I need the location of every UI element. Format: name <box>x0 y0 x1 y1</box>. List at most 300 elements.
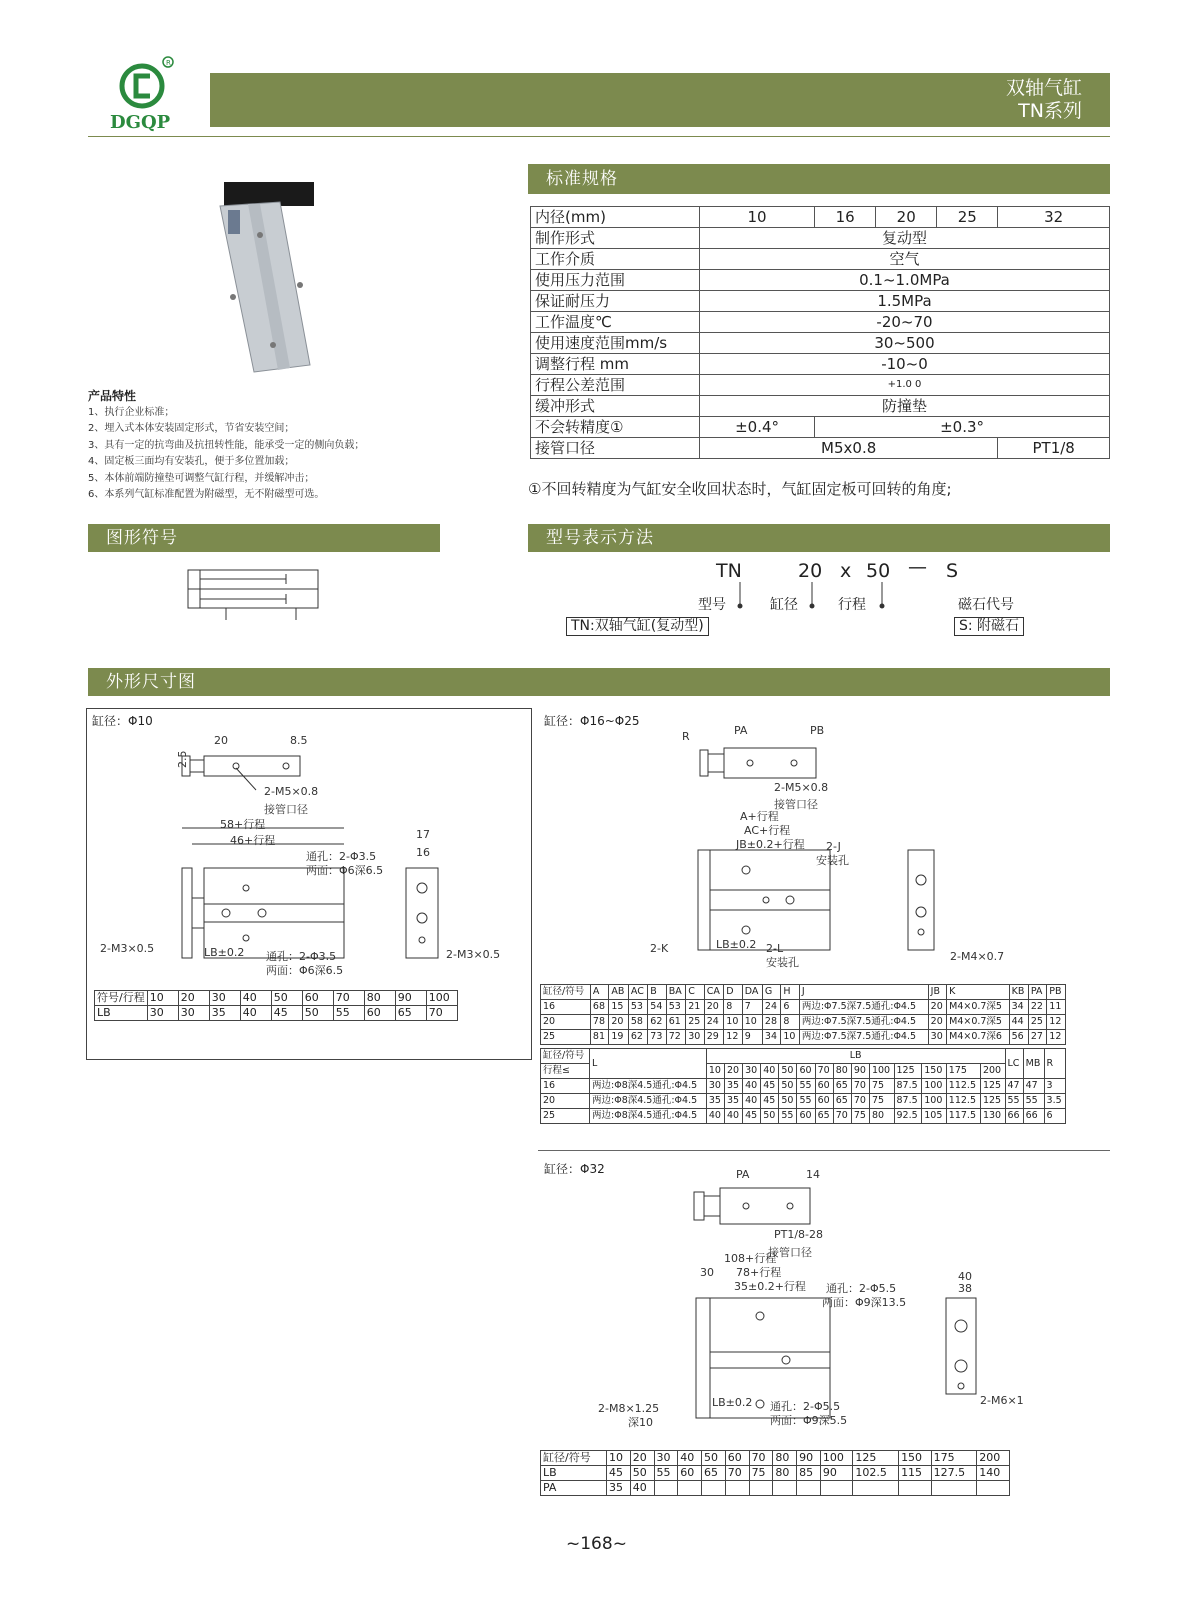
model-stroke: 50 <box>866 560 891 582</box>
spec-label: 内径(mm) <box>531 207 700 228</box>
cell: 50 <box>302 1006 333 1021</box>
spec-bore: 16 <box>815 207 876 228</box>
table-cell: 两边:Φ8深4.5通孔:Φ4.5 <box>590 1079 707 1094</box>
table-cell: 47 <box>1005 1079 1023 1094</box>
table-cell: 27 <box>1028 1030 1046 1045</box>
table-cell: 60 <box>678 1466 702 1481</box>
spec-label: 行程公差范围 <box>531 375 700 396</box>
lbl-anzhuang-b: 安装孔 <box>766 956 799 969</box>
cell: 100 <box>426 991 457 1006</box>
table-cell: 55 <box>1005 1094 1023 1109</box>
table-cell: 130 <box>980 1109 1005 1124</box>
table-cell: 44 <box>1009 1015 1028 1030</box>
table-cell: 70 <box>833 1109 851 1124</box>
lbl-m3: 2-M3×0.5 <box>100 942 155 955</box>
table-cell: 125 <box>980 1079 1005 1094</box>
table-cell: 12 <box>1047 1015 1066 1030</box>
table-cell: 75 <box>869 1094 894 1109</box>
table-cell: B <box>648 985 666 1000</box>
lbl-pa: PA <box>734 724 748 737</box>
lbl-2k: 2-K <box>650 942 669 955</box>
cell: 45 <box>271 1006 302 1021</box>
table-cell: 102.5 <box>853 1466 899 1481</box>
table-cell: 20 <box>541 1094 590 1109</box>
cell: 30 <box>178 1006 209 1021</box>
table-cell: 25 <box>686 1015 704 1030</box>
lbl-pt: PT1/8-28 <box>774 1228 824 1241</box>
table-cell: AC <box>628 985 647 1000</box>
spec-label: 调整行程 mm <box>531 354 700 375</box>
table-cell: 20 <box>928 1000 946 1015</box>
table-cell: 21 <box>686 1000 704 1015</box>
table-cell: 70 <box>851 1079 869 1094</box>
table-cell: 105 <box>922 1109 947 1124</box>
feature-item: 2、埋入式本体安装固定形式，节省安装空间； <box>88 423 295 434</box>
table-cell: 30 <box>706 1079 724 1094</box>
spec-bore: 32 <box>998 207 1110 228</box>
logo-text: DGQP <box>110 112 171 133</box>
spec-value: -10~0 <box>700 354 1110 375</box>
table-cell: 175 <box>946 1064 980 1079</box>
table-cell: 175 <box>931 1451 977 1466</box>
table-cell: 7 <box>742 1000 762 1015</box>
feature-item: 3、具有一定的抗弯曲及抗扭转性能，能承受一定的侧向负载； <box>88 439 365 451</box>
lbl-2j: 2-J <box>826 840 841 853</box>
lbl-tong32: 通孔：2-Φ5.5 <box>826 1282 897 1295</box>
table-cell: 20 <box>609 1015 628 1030</box>
table-cell: 72 <box>666 1030 685 1045</box>
table-cell: 45 <box>761 1079 779 1094</box>
table-cell: M4×0.7深6 <box>947 1030 1010 1045</box>
table-cell: 125 <box>853 1451 899 1466</box>
table-cell: PB <box>1047 985 1066 1000</box>
table-cell: 85 <box>797 1466 821 1481</box>
lbl-port-b: 接管口径 <box>774 798 818 811</box>
table-cell: 35 <box>724 1079 742 1094</box>
table-cell <box>820 1481 853 1496</box>
cell: L <box>590 1049 707 1079</box>
table-cell: 68 <box>590 1000 608 1015</box>
table-cell: 缸径/符号 <box>541 985 591 1000</box>
table-cell: BA <box>666 985 685 1000</box>
table-cell: 60 <box>797 1109 815 1124</box>
dim-8-5: 8.5 <box>290 734 308 747</box>
table-cell: G <box>762 985 780 1000</box>
spec-note: ①不回转精度为气缸安全收回状态时，气缸固定板可回转的角度; <box>528 480 952 498</box>
lbl-pa32: PA <box>736 1168 750 1181</box>
lbl-m8: 2-M8×1.25 <box>598 1402 660 1415</box>
table-cell: 73 <box>648 1030 666 1045</box>
lbl-30: 30 <box>700 1266 714 1279</box>
table-phi10 <box>94 990 458 1021</box>
cell: R <box>1044 1049 1065 1079</box>
table-cell: 60 <box>815 1094 833 1109</box>
lbl-m6: 2-M6×1 <box>980 1394 1024 1407</box>
table-cell: 55 <box>654 1466 678 1481</box>
table-cell: 20 <box>630 1451 654 1466</box>
table-cell: 62 <box>648 1015 666 1030</box>
dim-46: 46+行程 <box>230 834 276 847</box>
spec-bore: 20 <box>876 207 937 228</box>
lbl-port-m5: 2-M5×0.8 <box>264 785 319 798</box>
table-cell: 125 <box>980 1094 1005 1109</box>
cell: 10 <box>147 991 178 1006</box>
spec-value: 空气 <box>700 249 1110 270</box>
table-cell: 20 <box>928 1015 946 1030</box>
cell: LB <box>95 1006 148 1021</box>
table-cell: D <box>724 985 742 1000</box>
table-cell: 55 <box>779 1109 797 1124</box>
table-cell: 45 <box>761 1094 779 1109</box>
table-cell: 58 <box>628 1015 647 1030</box>
table-cell: 28 <box>762 1015 780 1030</box>
lbl-38: 38 <box>958 1282 972 1295</box>
cell: 20 <box>178 991 209 1006</box>
table-cell: 8 <box>724 1000 742 1015</box>
spec-label: 接管口径 <box>531 438 700 459</box>
lbl-shen10: 深10 <box>628 1416 653 1429</box>
table-cell: 65 <box>833 1079 851 1094</box>
table-cell <box>797 1481 821 1496</box>
table-cell: 60 <box>815 1079 833 1094</box>
model-s: S <box>946 560 959 582</box>
table-cell: 45 <box>743 1109 761 1124</box>
table-cell: 30 <box>654 1451 678 1466</box>
table-cell: 两边:Φ7.5深7.5通孔:Φ4.5 <box>799 1000 928 1015</box>
table-cell: PA <box>1028 985 1046 1000</box>
table-cell: 53 <box>628 1000 647 1015</box>
table-cell: 30 <box>743 1064 761 1079</box>
table-cell: 29 <box>704 1030 724 1045</box>
section-spec: 标准规格 <box>528 164 1110 194</box>
page-title <box>1006 77 1082 123</box>
table-cell: 81 <box>590 1030 608 1045</box>
table-cell: 47 <box>1023 1079 1044 1094</box>
table-cell: 30 <box>686 1030 704 1045</box>
dim-20: 20 <box>214 734 228 747</box>
table-phi32 <box>540 1450 1010 1496</box>
lbl-acplus: AC+行程 <box>744 824 791 837</box>
table-cell: 25 <box>541 1109 590 1124</box>
dim-58: 58+行程 <box>220 818 266 831</box>
header-divider <box>88 136 1110 137</box>
drawing-phi16 <box>540 720 1110 1000</box>
table-cell: 40 <box>678 1451 702 1466</box>
lbl-tong10: 通孔：2-Φ3.5 <box>306 850 377 863</box>
dim-16: 16 <box>416 846 430 859</box>
spec-value: -20~70 <box>700 312 1110 333</box>
cell: 缸径/符号 <box>541 1049 590 1064</box>
cell: 80 <box>364 991 395 1006</box>
caption-phi10: 缸径：Φ10 <box>92 714 153 728</box>
table-cell: CA <box>704 985 724 1000</box>
lbl-78: 78+行程 <box>736 1266 782 1279</box>
spec-label: 工作温度℃ <box>531 312 700 333</box>
table-cell: J <box>799 985 928 1000</box>
table-cell: 40 <box>724 1109 742 1124</box>
lbl-14: 14 <box>806 1168 820 1181</box>
table-cell: 10 <box>706 1064 724 1079</box>
cell: 90 <box>395 991 426 1006</box>
spec-label: 使用速度范围mm/s <box>531 333 700 354</box>
model-bore: 20 <box>798 560 823 582</box>
lbl-lb32: LB±0.2 <box>712 1396 753 1409</box>
cell: LC <box>1005 1049 1023 1079</box>
table-cell: 100 <box>922 1079 947 1094</box>
table-cell: 70 <box>851 1094 869 1109</box>
lbl-jb: JB±0.2+行程 <box>736 838 805 851</box>
table-cell: 8 <box>781 1015 799 1030</box>
table-cell: 100 <box>820 1451 853 1466</box>
spec-label: 使用压力范围 <box>531 270 700 291</box>
table-cell: 22 <box>1028 1000 1046 1015</box>
table-cell: 112.5 <box>946 1094 980 1109</box>
title-line-1: 双轴气缸 <box>1005 77 1082 99</box>
table-cell: 200 <box>977 1451 1010 1466</box>
table-cell: 40 <box>706 1109 724 1124</box>
label-bore: 缸径 <box>770 597 798 613</box>
table-cell: 50 <box>779 1094 797 1109</box>
lbl-lb02b: LB±0.2 <box>716 938 757 951</box>
spec-value: M5x0.8 <box>700 438 998 459</box>
cell: 30 <box>209 991 240 1006</box>
cell: 65 <box>395 1006 426 1021</box>
table-cell: 150 <box>899 1451 932 1466</box>
caption-phi16: 缸径：Φ16~Φ25 <box>544 714 640 728</box>
table-cell: 50 <box>779 1079 797 1094</box>
table-cell: 35 <box>606 1481 630 1496</box>
label-type: 型号 <box>698 597 726 613</box>
model-type-box: TN:双轴气缸(复动型) <box>566 617 709 636</box>
table-cell: 9 <box>742 1030 762 1045</box>
table-cell: 75 <box>749 1466 773 1481</box>
lbl-2l: 2-L <box>766 942 784 955</box>
table-cell: 16 <box>541 1000 591 1015</box>
section-symbol: 图形符号 <box>88 524 440 552</box>
table-cell: 61 <box>666 1015 685 1030</box>
table-cell: 90 <box>820 1466 853 1481</box>
spec-value: 防撞垫 <box>700 396 1110 417</box>
table-cell <box>931 1481 977 1496</box>
table-cell: 54 <box>648 1000 666 1015</box>
table-cell: 100 <box>922 1094 947 1109</box>
cell: 35 <box>209 1006 240 1021</box>
spec-label: 制作形式 <box>531 228 700 249</box>
table-cell: 11 <box>1047 1000 1066 1015</box>
table-cell: A <box>590 985 608 1000</box>
table-phi16-b <box>540 1048 1066 1124</box>
table-cell: 87.5 <box>894 1094 922 1109</box>
table-cell: M4×0.7深5 <box>947 1015 1010 1030</box>
table-cell: 40 <box>743 1094 761 1109</box>
caption-phi32: 缸径：Φ32 <box>544 1162 605 1176</box>
lbl-port-c: 接管口径 <box>768 1246 812 1259</box>
table-cell: 70 <box>815 1064 833 1079</box>
table-cell <box>899 1481 932 1496</box>
table-cell: 6 <box>781 1000 799 1015</box>
feature-item: 1、执行企业标准； <box>88 406 175 418</box>
lbl-liang32: 两面：Φ9深13.5 <box>822 1296 907 1309</box>
table-cell: 66 <box>1023 1109 1044 1124</box>
table-cell: K <box>947 985 1010 1000</box>
table-cell: 140 <box>977 1466 1010 1481</box>
spec-bore: 10 <box>700 207 815 228</box>
brand-logo <box>110 52 190 134</box>
table-cell: 10 <box>742 1015 762 1030</box>
table-cell: 34 <box>762 1030 780 1045</box>
table-cell: AB <box>609 985 628 1000</box>
lbl-lb: LB±0.2 <box>204 946 245 959</box>
lbl-port: 接管口径 <box>264 803 308 816</box>
table-cell: 两边:Φ7.5深7.5通孔:Φ4.5 <box>799 1030 928 1045</box>
spec-value: +1.0 0 <box>700 375 1110 396</box>
table-cell: 56 <box>1009 1030 1028 1045</box>
table-cell: 65 <box>815 1109 833 1124</box>
lbl-port-m5b: 2-M5×0.8 <box>774 781 829 794</box>
table-cell: 92.5 <box>894 1109 922 1124</box>
table-cell: 25 <box>1028 1015 1046 1030</box>
table-cell: 12 <box>1047 1030 1066 1045</box>
lbl-pb: PB <box>810 724 825 737</box>
table-cell <box>749 1481 773 1496</box>
features-title: 产品特性 <box>88 389 137 403</box>
table-cell: 50 <box>761 1109 779 1124</box>
table-cell: 24 <box>704 1015 724 1030</box>
spec-label: 缓冲形式 <box>531 396 700 417</box>
lbl-r: R <box>682 730 690 743</box>
label-magnet: 磁石代号 <box>958 597 1014 613</box>
table-cell: 115 <box>899 1466 932 1481</box>
lbl-aplus: A+行程 <box>740 810 779 823</box>
table-cell: 80 <box>833 1064 851 1079</box>
table-cell <box>853 1481 899 1496</box>
table-cell: 3 <box>1044 1079 1065 1094</box>
spec-value: ±0.4° <box>700 417 815 438</box>
cell: LB <box>706 1049 1005 1064</box>
model-dash: — <box>908 556 927 578</box>
table-cell: 70 <box>749 1451 773 1466</box>
table-cell: 65 <box>702 1466 726 1481</box>
table-cell: 20 <box>724 1064 742 1079</box>
table-cell: 20 <box>704 1000 724 1015</box>
title-line-2: TN系列 <box>1018 100 1082 122</box>
table-cell: 55 <box>797 1094 815 1109</box>
lbl-35: 35±0.2+行程 <box>734 1280 806 1293</box>
table-cell: 45 <box>606 1466 630 1481</box>
table-cell: 90 <box>851 1064 869 1079</box>
table-cell: PA <box>541 1481 607 1496</box>
table-cell: 34 <box>1009 1000 1028 1015</box>
table-cell: 112.5 <box>946 1079 980 1094</box>
dim-17: 17 <box>416 828 430 841</box>
table-cell: 35 <box>706 1094 724 1109</box>
label-stroke: 行程 <box>838 597 866 613</box>
table-cell: 80 <box>869 1109 894 1124</box>
cell: 30 <box>147 1006 178 1021</box>
cell: 行程≤ <box>541 1064 590 1079</box>
table-cell: 两边:Φ7.5深7.5通孔:Φ4.5 <box>799 1015 928 1030</box>
lbl-liang32b: 两面：Φ9深5.5 <box>770 1414 848 1427</box>
table-cell: 200 <box>980 1064 1005 1079</box>
lbl-liang10: 两面：Φ6深6.5 <box>306 864 384 877</box>
cell: 符号/行程 <box>95 991 148 1006</box>
lbl-tong10b: 通孔：2-Φ3.5 <box>266 950 337 963</box>
table-cell: 两边:Φ8深4.5通孔:Φ4.5 <box>590 1109 707 1124</box>
page-number: ~168~ <box>566 1534 627 1554</box>
table-cell: 缸径/符号 <box>541 1451 607 1466</box>
lbl-108: 108+行程 <box>724 1252 777 1265</box>
cell: 40 <box>240 991 271 1006</box>
table-cell: 30 <box>928 1030 946 1045</box>
table-cell: 70 <box>725 1466 749 1481</box>
spec-row-bore <box>531 207 1110 228</box>
table-cell: 125 <box>894 1064 922 1079</box>
table-cell: 24 <box>762 1000 780 1015</box>
table-cell <box>977 1481 1010 1496</box>
table-cell: 40 <box>743 1079 761 1094</box>
lbl-m3b: 2-M3×0.5 <box>446 948 501 961</box>
table-cell: 15 <box>609 1000 628 1015</box>
table-cell: 6 <box>1044 1109 1065 1124</box>
table-cell: 50 <box>630 1466 654 1481</box>
table-cell: 78 <box>590 1015 608 1030</box>
header-bar <box>210 73 1110 127</box>
table-cell: KB <box>1009 985 1028 1000</box>
lbl-tong32b: 通孔：2-Φ5.5 <box>770 1400 841 1413</box>
cell: 70 <box>333 991 364 1006</box>
cell: 60 <box>364 1006 395 1021</box>
table-cell: 40 <box>630 1481 654 1496</box>
table-cell: 10 <box>781 1030 799 1045</box>
spec-value: 1.5MPa <box>700 291 1110 312</box>
table-cell: 62 <box>628 1030 647 1045</box>
lbl-liang10b: 两面：Φ6深6.5 <box>266 964 344 977</box>
spec-value: PT1/8 <box>998 438 1110 459</box>
spec-value: 复动型 <box>700 228 1110 249</box>
table-cell: 66 <box>1005 1109 1023 1124</box>
features-list <box>88 388 364 504</box>
table-cell <box>702 1481 726 1496</box>
cell: 40 <box>240 1006 271 1021</box>
table-cell: 25 <box>541 1030 591 1045</box>
table-cell: 150 <box>922 1064 947 1079</box>
table-cell: 53 <box>666 1000 685 1015</box>
section-dims: 外形尺寸图 <box>88 668 1110 696</box>
table-cell <box>654 1481 678 1496</box>
table-cell: 50 <box>702 1451 726 1466</box>
table-cell: 3.5 <box>1044 1094 1065 1109</box>
table-cell: 50 <box>779 1064 797 1079</box>
table-cell: 19 <box>609 1030 628 1045</box>
divider <box>538 1150 1110 1151</box>
spec-value: ±0.3° <box>815 417 1110 438</box>
product-photo <box>210 180 330 380</box>
table-cell: 80 <box>773 1451 797 1466</box>
spec-value: 30~500 <box>700 333 1110 354</box>
lbl-40: 40 <box>958 1270 972 1283</box>
table-cell: 87.5 <box>894 1079 922 1094</box>
drawing-phi32 <box>540 1168 1110 1458</box>
table-cell: 10 <box>606 1451 630 1466</box>
table-cell: 80 <box>773 1466 797 1481</box>
table-cell: 60 <box>797 1064 815 1079</box>
model-tn: TN <box>716 560 742 582</box>
table-phi16-a <box>540 984 1066 1045</box>
table-cell: 55 <box>1023 1094 1044 1109</box>
table-cell: 40 <box>761 1064 779 1079</box>
table-cell: JB <box>928 985 946 1000</box>
model-magnet-box: S: 附磁石 <box>954 617 1024 636</box>
